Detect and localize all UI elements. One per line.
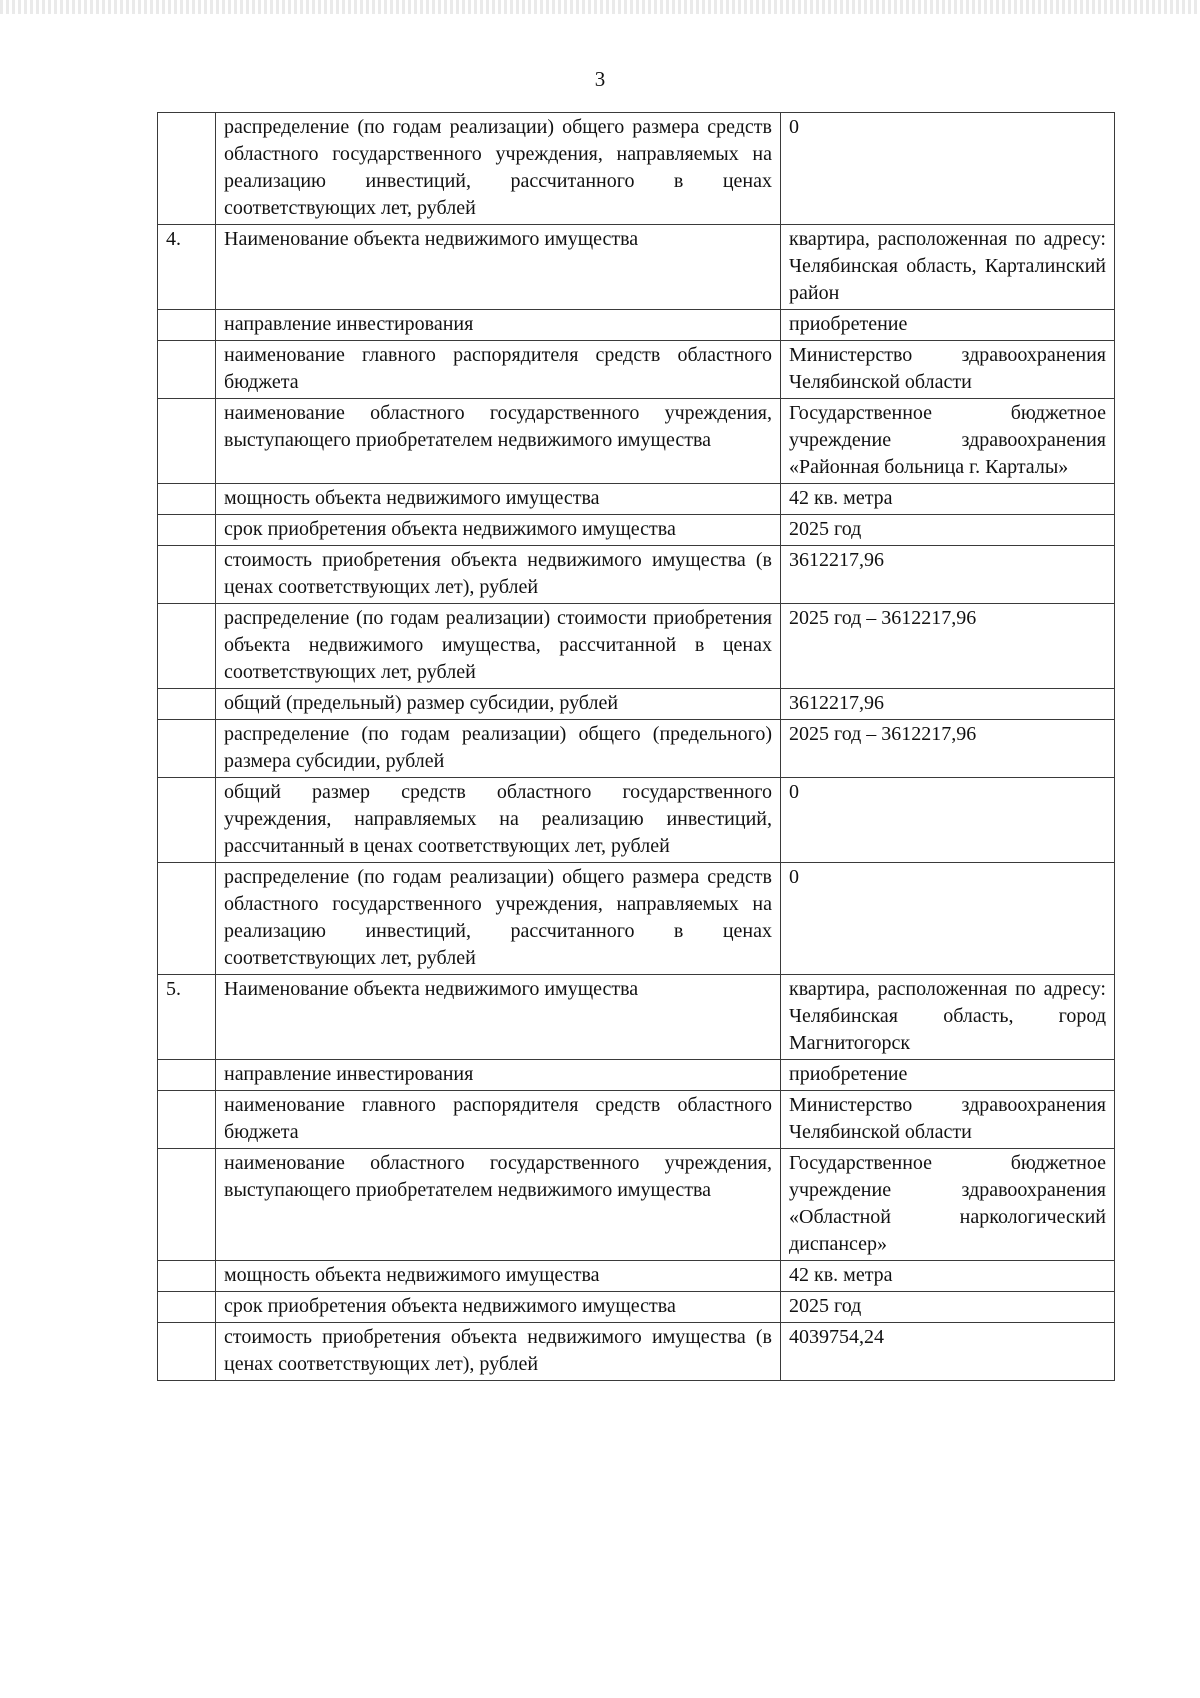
row-number [158,863,216,975]
row-label: мощность объекта недвижимого имущества [216,484,781,515]
row-label: стоимость приобретения объекта недвижимого имущества (в ценах соответствующих лет), рублей [216,1323,781,1381]
row-number: 4. [158,225,216,310]
table-row [158,546,1115,604]
table-row [158,720,1115,778]
row-number [158,1323,216,1381]
table-row [158,975,1115,1060]
row-number [158,720,216,778]
row-value: 3612217,96 [781,689,1115,720]
row-label: мощность объекта недвижимого имущества [216,1261,781,1292]
row-value: 0 [781,113,1115,225]
table-row [158,484,1115,515]
row-value: квартира, расположенная по адресу: Челябинская область, город Магнитогорск [781,975,1115,1060]
table-row [158,778,1115,863]
row-number [158,1060,216,1091]
row-label: направление инвестирования [216,1060,781,1091]
row-number [158,399,216,484]
table-row [158,689,1115,720]
row-label: стоимость приобретения объекта недвижимого имущества (в ценах соответствующих лет), рублей [216,546,781,604]
row-label: наименование областного государственного учреждения, выступающего приобретателем недвижимого имущества [216,1149,781,1261]
table-row [158,399,1115,484]
table-row [158,863,1115,975]
table-row [158,515,1115,546]
row-value: 3612217,96 [781,546,1115,604]
row-number [158,515,216,546]
row-label: общий (предельный) размер субсидии, рублей [216,689,781,720]
row-label: распределение (по годам реализации) стоимости приобретения объекта недвижимого имущества, рассчитанной в ценах соответствующих лет, рублей [216,604,781,689]
page-number: 3 [594,67,606,91]
row-number [158,1091,216,1149]
investment-table [157,112,1115,1381]
row-label: Наименование объекта недвижимого имущества [216,225,781,310]
row-value: 42 кв. метра [781,1261,1115,1292]
row-number: 5. [158,975,216,1060]
row-value: 0 [781,778,1115,863]
row-value: 4039754,24 [781,1323,1115,1381]
table-row [158,1091,1115,1149]
row-label: распределение (по годам реализации) общего размера средств областного государственного учреждения, направляемых на реализацию инвестиций, рассчитанного в ценах соответствующих лет, рублей [216,863,781,975]
table-row [158,341,1115,399]
row-label: распределение (по годам реализации) общего (предельного) размера субсидии, рублей [216,720,781,778]
row-value: квартира, расположенная по адресу: Челябинская область, Карталинский район [781,225,1115,310]
row-number [158,1292,216,1323]
row-value: 0 [781,863,1115,975]
table-row [158,1261,1115,1292]
row-number [158,1261,216,1292]
row-number [158,341,216,399]
table-row [158,113,1115,225]
row-value: 42 кв. метра [781,484,1115,515]
row-label: Наименование объекта недвижимого имущества [216,975,781,1060]
row-number [158,604,216,689]
table-row [158,1292,1115,1323]
row-number [158,778,216,863]
row-number [158,689,216,720]
row-label: наименование главного распорядителя средств областного бюджета [216,341,781,399]
row-label: общий размер средств областного государственного учреждения, направляемых на реализацию инвестиций, рассчитанный в ценах соответствующих лет, рублей [216,778,781,863]
row-number [158,484,216,515]
row-value: 2025 год – 3612217,96 [781,604,1115,689]
row-value: Министерство здравоохранения Челябинской области [781,341,1115,399]
row-number [158,546,216,604]
table-row [158,310,1115,341]
row-label: срок приобретения объекта недвижимого имущества [216,1292,781,1323]
row-value: приобретение [781,310,1115,341]
row-label: наименование главного распорядителя средств областного бюджета [216,1091,781,1149]
table-row [158,604,1115,689]
row-label: направление инвестирования [216,310,781,341]
row-value: 2025 год [781,1292,1115,1323]
row-value: Государственное бюджетное учреждение здравоохранения «Районная больница г. Карталы» [781,399,1115,484]
row-label: срок приобретения объекта недвижимого имущества [216,515,781,546]
table-row [158,1323,1115,1381]
table-row [158,1149,1115,1261]
row-value: приобретение [781,1060,1115,1091]
row-value: Министерство здравоохранения Челябинской области [781,1091,1115,1149]
row-number [158,310,216,341]
row-value: 2025 год – 3612217,96 [781,720,1115,778]
table-row [158,225,1115,310]
row-number [158,1149,216,1261]
row-label: распределение (по годам реализации) общего размера средств областного государственного учреждения, направляемых на реализацию инвестиций, рассчитанного в ценах соответствующих лет, рублей [216,113,781,225]
row-value: Государственное бюджетное учреждение здравоохранения «Областной наркологический диспансер» [781,1149,1115,1261]
table-row [158,1060,1115,1091]
row-value: 2025 год [781,515,1115,546]
row-label: наименование областного государственного учреждения, выступающего приобретателем недвижимого имущества [216,399,781,484]
scan-artifact-strip [0,0,1200,14]
row-number [158,113,216,225]
